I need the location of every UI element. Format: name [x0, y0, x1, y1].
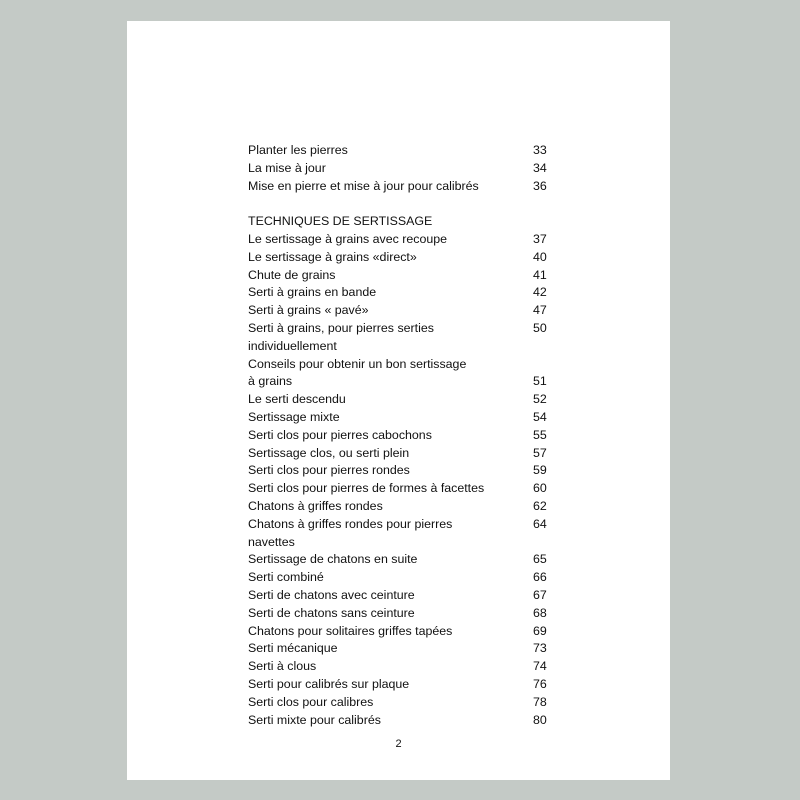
toc-entry — [248, 516, 548, 534]
toc-entry-page: 73 — [533, 641, 547, 656]
toc-entry-page: 65 — [533, 552, 547, 567]
toc-entry — [248, 676, 548, 694]
toc-entry-page: 51 — [533, 374, 547, 389]
toc-entry — [248, 160, 548, 178]
toc-entry-page: 42 — [533, 285, 547, 300]
toc-entry-title: Planter les pierres — [248, 143, 348, 157]
toc-entry — [248, 445, 548, 463]
toc-entry-page: 55 — [533, 427, 547, 442]
toc-entry — [248, 640, 548, 658]
toc-entry — [248, 231, 548, 249]
toc-entry — [248, 391, 548, 409]
toc-entry-title: navettes — [248, 534, 295, 549]
toc-entry-title: Serti mixte pour calibrés — [248, 712, 381, 727]
toc-entry-title: Chatons à griffes rondes pour pierres — [248, 516, 453, 531]
toc-entry-page: 37 — [533, 231, 547, 246]
toc-entry — [248, 462, 548, 480]
toc-entry-title: Serti combiné — [248, 570, 324, 585]
toc-entry-continuation — [248, 534, 548, 552]
toc-entry — [248, 427, 548, 445]
toc-entry-title: Le sertissage à grains avec recoupe — [248, 231, 448, 246]
toc-entry — [248, 587, 548, 605]
toc-entry-page: 52 — [533, 392, 547, 407]
toc-entry-page: 47 — [533, 303, 547, 318]
toc-entry-page: 74 — [533, 659, 547, 674]
toc-entry-title: Serti clos pour pierres rondes — [248, 463, 410, 478]
toc-entry — [248, 302, 548, 320]
toc-entry-title: Serti pour calibrés sur plaque — [248, 676, 410, 691]
toc-entry-title: Serti à grains « pavé» — [248, 303, 369, 318]
toc-entry — [248, 694, 548, 712]
toc-entry-title: Mise en pierre et mise à jour pour calibrés — [248, 178, 479, 193]
toc-entry-title: Serti mécanique — [248, 641, 338, 656]
toc-entry-title: Le serti descendu — [248, 392, 346, 407]
toc-entry-page: 76 — [533, 676, 547, 691]
toc-entry — [248, 178, 548, 196]
table-of-contents — [248, 142, 548, 729]
toc-entry-title: Chatons pour solitaires griffes tapées — [248, 623, 453, 638]
toc-entry — [248, 320, 548, 338]
toc-entry-page: 33 — [533, 143, 547, 157]
toc-entry-page: 57 — [533, 445, 547, 460]
toc-spacer — [248, 195, 548, 213]
toc-entry-title: Le sertissage à grains «direct» — [248, 249, 417, 264]
toc-entry-title: Sertissage clos, ou serti plein — [248, 445, 410, 460]
toc-entry — [248, 267, 548, 285]
toc-entry — [248, 480, 548, 498]
toc-entry-page: 69 — [533, 623, 547, 638]
toc-entry-page: 34 — [533, 160, 547, 175]
toc-entry — [248, 569, 548, 587]
toc-entry-page: 80 — [533, 712, 547, 727]
toc-entry-title: Chatons à griffes rondes — [248, 498, 383, 513]
page-number: 2 — [395, 738, 402, 750]
toc-entry-page: 66 — [533, 570, 547, 585]
toc-entry-page: 62 — [533, 498, 547, 513]
toc-entry-continuation — [248, 373, 548, 391]
toc-entry — [248, 623, 548, 641]
toc-entry-title: Serti de chatons sans ceinture — [248, 605, 415, 620]
toc-entry-page: 40 — [533, 249, 547, 264]
toc-entry-title: Sertissage de chatons en suite — [248, 552, 418, 567]
toc-entry-title: Serti à grains en bande — [248, 285, 377, 300]
toc-entry-page: 68 — [533, 605, 547, 620]
toc-entry-title: Serti clos pour pierres de formes à facettes — [248, 481, 485, 496]
toc-entry-title: Serti de chatons avec ceinture — [248, 587, 415, 602]
toc-entry-title: individuellement — [248, 338, 337, 353]
toc-entry-continuation — [248, 338, 548, 356]
toc-entry — [248, 356, 548, 374]
toc-entry — [248, 712, 548, 730]
toc-entry-title: Conseils pour obtenir un bon sertissage — [248, 356, 467, 371]
toc-entry-page: 36 — [533, 178, 547, 193]
toc-entry — [248, 249, 548, 267]
document-page — [127, 21, 670, 780]
toc-entry-page: 64 — [533, 516, 547, 531]
toc-entry — [248, 409, 548, 427]
toc-entry-page: 78 — [533, 694, 547, 709]
toc-entry — [248, 142, 548, 160]
toc-section-heading — [248, 213, 548, 231]
section-heading-text: TECHNIQUES DE SERTISSAGE — [248, 214, 433, 229]
toc-entry-title: Serti clos pour pierres cabochons — [248, 427, 432, 442]
toc-entry — [248, 498, 548, 516]
toc-entry-title: Serti clos pour calibres — [248, 694, 374, 709]
toc-entry-title: La mise à jour — [248, 160, 326, 175]
toc-entry-page: 59 — [533, 463, 547, 478]
toc-entry-page: 50 — [533, 320, 547, 335]
toc-entry-page: 41 — [533, 267, 547, 282]
toc-entry-title: à grains — [248, 374, 293, 389]
toc-entry-title: Serti à grains, pour pierres serties — [248, 320, 434, 335]
toc-entry-page: 54 — [533, 409, 547, 424]
toc-entry-page: 67 — [533, 587, 547, 602]
toc-entry — [248, 551, 548, 569]
toc-entry-title: Serti à clous — [248, 659, 317, 674]
toc-entry-title: Chute de grains — [248, 267, 336, 282]
toc-entry — [248, 658, 548, 676]
toc-entry — [248, 284, 548, 302]
toc-entry-title: Sertissage mixte — [248, 409, 340, 424]
toc-entry-page: 60 — [533, 481, 547, 496]
toc-entry — [248, 605, 548, 623]
